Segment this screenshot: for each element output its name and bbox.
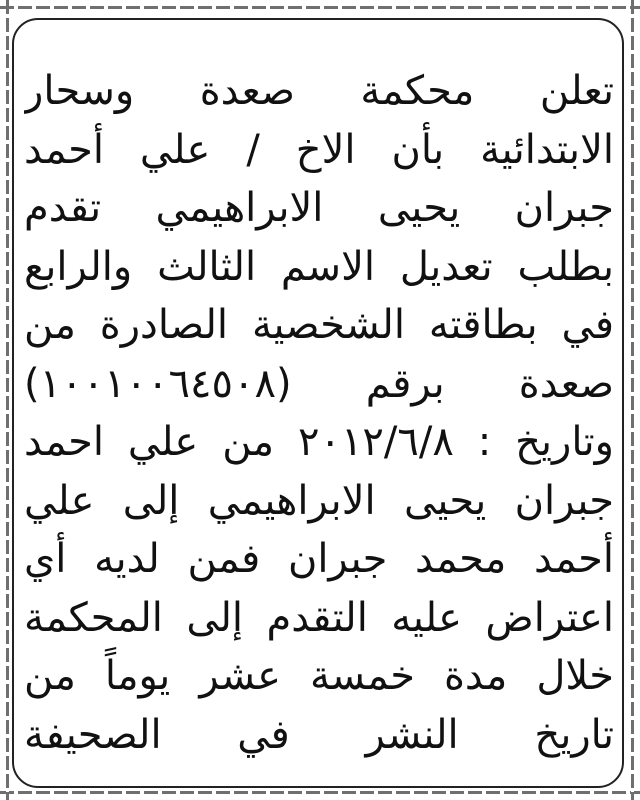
notice-line-7: وتاريخ : ٢٠١٢/٦/٨ من علي احمد (24, 419, 614, 465)
notice-line-2: الابتدائية بأن الاخ / علي أحمد (24, 126, 614, 173)
notice-line-12: تاريخ النشر في الصحيفة (24, 711, 614, 758)
notice-line-3: جبران يحيى الابراهيمي تقدم (24, 185, 614, 231)
notice-text (24, 62, 614, 764)
dashed-border-top (0, 6, 640, 9)
notice-line-1: تعلن محكمة صعدة وسحار (24, 68, 614, 114)
dashed-border-right (631, 0, 634, 800)
notice-line-6: صعدة برقم (١٠٠١٠٠٦٤٥٠٨) (24, 360, 614, 407)
notice-line-4: بطلب تعديل الاسم الثالث والرابع (24, 243, 614, 290)
notice-line-11: خلال مدة خمسة عشر يوماً من (24, 653, 614, 699)
notice-line-10: اعتراض عليه التقدم إلى المحكمة (24, 594, 614, 641)
notice-line-8: جبران يحيى الابراهيمي إلى علي (24, 477, 614, 524)
dashed-border-left (6, 0, 9, 800)
notice-line-9: أحمد محمد جبران فمن لديه أي (24, 536, 614, 582)
notice-line-5: في بطاقته الشخصية الصادرة من (24, 302, 614, 348)
dashed-border-bottom (0, 791, 640, 794)
